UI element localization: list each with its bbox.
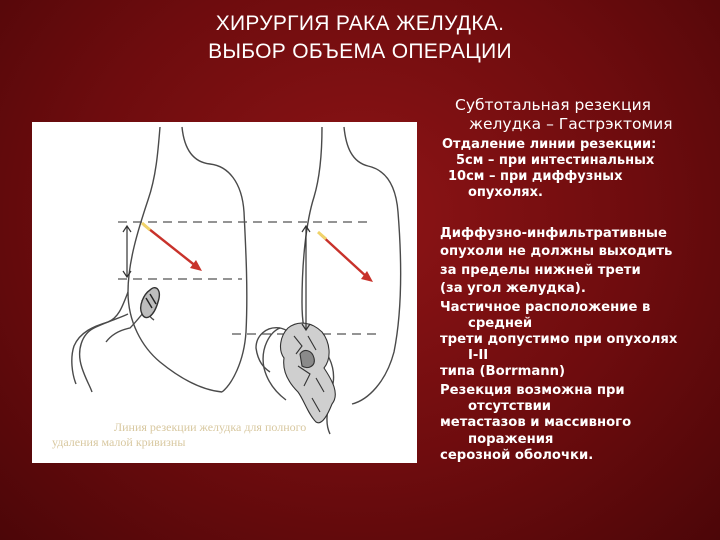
stomach-resection-figure xyxy=(32,122,417,463)
margins-line-3: 10см – при диффузных xyxy=(448,169,623,184)
slide-title xyxy=(0,10,720,66)
margins-line-4: опухолях. xyxy=(468,185,543,200)
caption-line-2: удаления малой кривизны xyxy=(52,435,186,449)
body-line-9: типа (Borrmann) xyxy=(440,364,566,380)
subtitle-line-2: желудка – Гастрэктомия xyxy=(469,115,673,133)
margins-line-2: 5см – при интестинальных xyxy=(456,153,655,168)
body-line-7: трети допустимо при опухолях xyxy=(440,332,678,348)
title-line-2: ВЫБОР ОБЪЕМА ОПЕРАЦИИ xyxy=(208,40,512,63)
resection-margins-text xyxy=(442,137,656,201)
margins-line-1: Отдаление линии резекции: xyxy=(442,137,657,152)
indications-text xyxy=(440,225,677,465)
body-line-5: Частичное расположение в xyxy=(440,299,651,315)
stomach-left-diagram xyxy=(72,127,247,392)
stomach-diagrams xyxy=(32,122,417,463)
figure-caption xyxy=(52,420,412,450)
caption-line-1: Линия резекции желудка для полного xyxy=(114,420,307,434)
body-line-6: средней xyxy=(468,316,533,332)
left-resection-arrow xyxy=(142,223,202,271)
subtitle xyxy=(455,96,673,134)
resection-lines xyxy=(118,222,377,334)
body-line-3: за пределы нижней трети xyxy=(440,262,641,278)
body-line-2: опухоли не должны выходить xyxy=(440,244,673,260)
body-line-4: (за угол желудка). xyxy=(440,281,586,297)
subtitle-line-1: Субтотальная резекция xyxy=(455,96,651,114)
tumor-mass xyxy=(281,323,336,423)
body-line-1: Диффузно-инфильтративные xyxy=(440,226,667,241)
body-line-11: отсутствии xyxy=(468,399,552,415)
body-line-8: I-II xyxy=(468,348,489,364)
right-resection-arrow xyxy=(318,232,373,282)
body-line-13: поражения xyxy=(468,431,554,447)
title-line-1: ХИРУРГИЯ РАКА ЖЕЛУДКА. xyxy=(215,12,505,35)
body-line-10: Резекция возможна при xyxy=(440,382,625,398)
body-line-14: серозной оболочки. xyxy=(440,447,594,463)
body-line-12: метастазов и массивного xyxy=(440,415,632,431)
right-margin-dimension xyxy=(302,226,310,330)
